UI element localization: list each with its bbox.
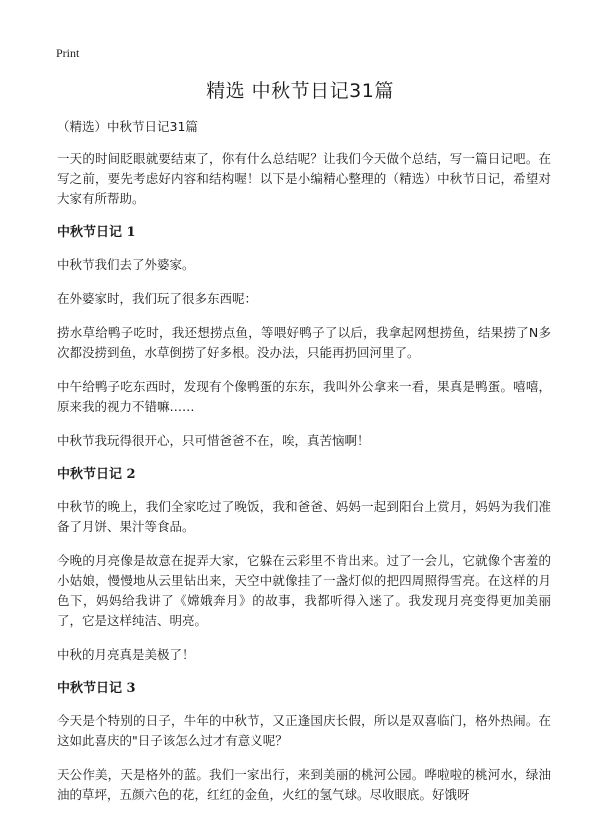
paragraph: 中秋节我们去了外婆家。 xyxy=(57,257,195,272)
section-heading-3: 中秋节日记 3 xyxy=(57,681,136,696)
section-heading-2: 中秋节日记 2 xyxy=(57,467,136,482)
paragraph: 中秋的月亮真是美极了！ xyxy=(57,647,195,662)
print-label: Print xyxy=(56,46,80,60)
paragraph: 在外婆家时，我们玩了很多东西呢： xyxy=(57,291,258,306)
intro-paragraph: 一天的时间眨眼就要结束了，你有什么总结呢？让我们今天做个总结，写一篇日记吧。在写之前，要先考虑好内容和结构喔！以下是小编精心整理的（精选）中秋节日记，希望对大家有所帮助。 xyxy=(57,151,551,206)
paragraph: 天公作美，天是格外的蓝。我们一家出行，来到美丽的桃河公园。哗啦啦的桃河水，绿油油的草坪，五颜六色的花，红红的金鱼，火红的氢气球。尽收眼底。好饿呀 xyxy=(57,767,551,802)
paragraph: 中午给鸭子吃东西时，发现有个像鸭蛋的东东，我叫外公拿来一看，果真是鸭蛋。嘻嘻，原来我的视力不错嘛…… xyxy=(57,379,551,414)
paragraph: 捞水草给鸭子吃时，我还想捞点鱼，等喂好鸭子了以后，我拿起网想捞鱼，结果捞了N多次都没捞到鱼，水草倒捞了好多根。没办法，只能再扔回河里了。 xyxy=(57,325,551,360)
paragraph: 中秋节的晚上，我们全家吃过了晚饭，我和爸爸、妈妈一起到阳台上赏月，妈妈为我们准备了月饼、果汁等食品。 xyxy=(57,499,551,534)
page-title: 精选 中秋节日记31篇 xyxy=(206,80,394,102)
section-heading-1: 中秋节日记 1 xyxy=(57,225,136,240)
paragraph: 今天是个特别的日子，牛年的中秋节，又正逢国庆长假，所以是双喜临门，格外热闹。在这如此喜庆的"日子该怎么过才有意义呢？ xyxy=(57,713,551,748)
document-body xyxy=(57,117,551,819)
document-subtitle: （精选）中秋节日记31篇 xyxy=(57,119,198,134)
paragraph: 中秋节我玩得很开心，只可惜爸爸不在，唉，真苦恼啊！ xyxy=(57,433,370,448)
paragraph: 今晚的月亮像是故意在捉弄大家，它躲在云彩里不肯出来。过了一会儿，它就像个害羞的小姑娘，慢慢地从云里钻出来，天空中就像挂了一盏灯似的把四周照得雪亮。在这样的月色下，妈妈给我讲了《嫦娥奔月》的故事，我都听得入迷了。我发现月亮变得更加美丽了，它是这样纯洁、明亮。 xyxy=(57,553,551,628)
